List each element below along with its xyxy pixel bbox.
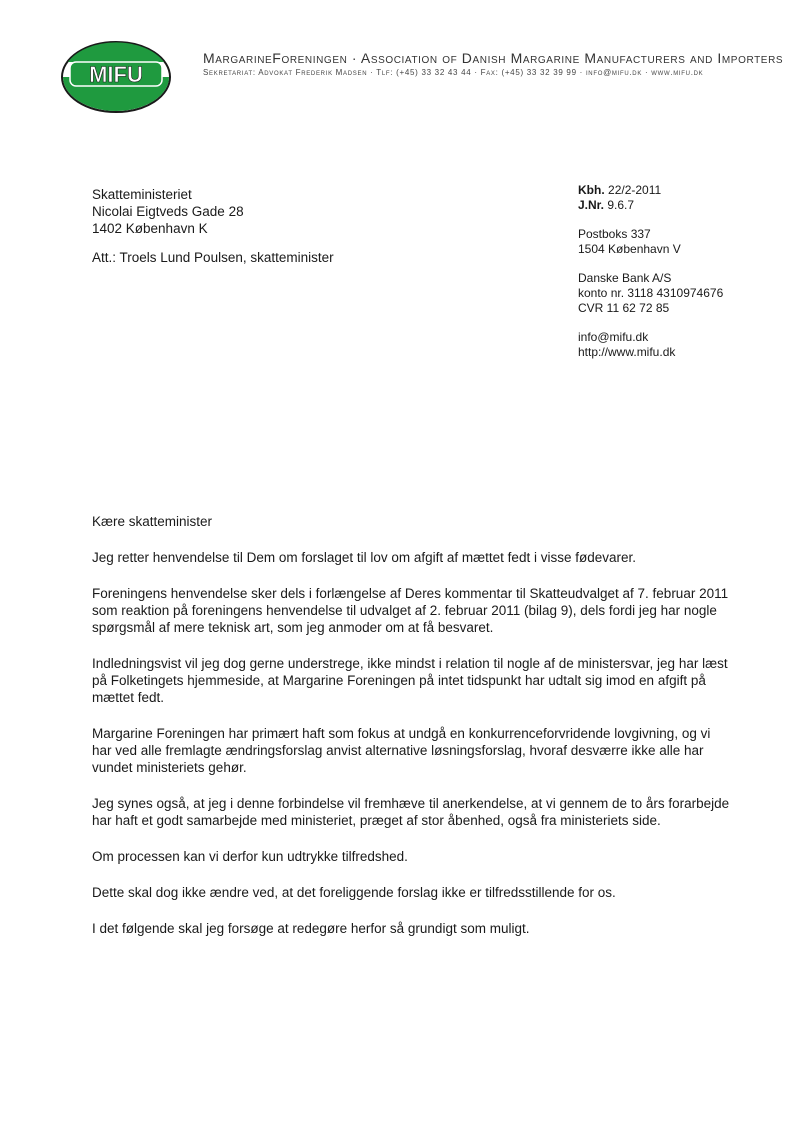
salutation: Kære skatteminister — [92, 514, 213, 529]
bank-account: konto nr. 3118 4310974676 — [578, 286, 724, 300]
letterhead — [203, 50, 784, 77]
paragraph: Margarine Foreningen har primært haft som fokus at undgå en konkurrenceforvridende lovgivning, og vi har ved alle fremlagte ændringsforslag anvist alternative løsningsforslag, hvoraf desværre ikke alle har vundet ministeriets gehør. — [92, 726, 711, 775]
letter-body — [92, 513, 732, 956]
journal-number: J.Nr. 9.6.7 — [578, 198, 635, 212]
website: http://www.mifu.dk — [578, 345, 676, 359]
cvr-number: CVR 11 62 72 85 — [578, 301, 670, 315]
org-subtitle: Sekretariat: Advokat Frederik Madsen · Tlf: (+45) 33 32 43 44 · Fax: (+45) 33 32 39 99 · info@mifu.dk · www.mifu.dk — [203, 68, 704, 77]
recipient-line: Skatteministeriet — [92, 187, 192, 202]
date-line: Kbh. 22/2-2011 — [578, 183, 662, 197]
recipient-line: 1402 København K — [92, 221, 208, 236]
paragraph: Dette skal dog ikke ændre ved, at det foreliggende forslag ikke er tilfredsstillende for os. — [92, 885, 616, 900]
postbox-city: 1504 København V — [578, 242, 681, 256]
paragraph: Jeg synes også, at jeg i denne forbindelse vil fremhæve til anerkendelse, at vi gennem de to års forarbejde har haft et godt samarbejde med ministeriet, præget af stor åbenhed, også fra ministeriets side. — [92, 796, 730, 828]
paragraph: Indledningsvist vil jeg dog gerne understrege, ikke mindst i relation til nogle af de ministersvar, jeg har læst på Folketingets hjemmeside, at Margarine Foreningen på intet tidspunkt har udtalt sig imod en afgift på mættet fedt. — [92, 656, 728, 705]
recipient-line: Nicolai Eigtveds Gade 28 — [92, 204, 244, 219]
paragraph: I det følgende skal jeg forsøge at redegøre herfor så grundigt som muligt. — [92, 921, 530, 936]
paragraph: Foreningens henvendelse sker dels i forlængelse af Deres kommentar til Skatteudvalget af 7. februar 2011 som reaktion på foreningens henvendelse til udvalget af 2. februar 2011 (bilag 9), dels fordi jeg har nogle spørgsmål af mere teknisk art, som jeg anmoder om at få besvaret. — [92, 586, 729, 635]
sender-info — [578, 183, 723, 360]
email: info@mifu.dk — [578, 330, 649, 344]
bank-name: Danske Bank A/S — [578, 271, 672, 285]
paragraph: Om processen kan vi derfor kun udtrykke tilfredshed. — [92, 849, 408, 864]
paragraph: Jeg retter henvendelse til Dem om forslaget til lov om afgift af mættet fedt i visse fødevarer. — [92, 550, 636, 565]
logo-text: MIFU — [89, 62, 143, 87]
recipient-address — [92, 186, 244, 237]
attention-line: Att.: Troels Lund Poulsen, skatteminister — [92, 250, 334, 265]
postbox: Postboks 337 — [578, 227, 651, 241]
mifu-logo — [60, 40, 172, 114]
org-title: MargarineForeningen · Association of Danish Margarine Manufacturers and Importers — [203, 50, 784, 66]
